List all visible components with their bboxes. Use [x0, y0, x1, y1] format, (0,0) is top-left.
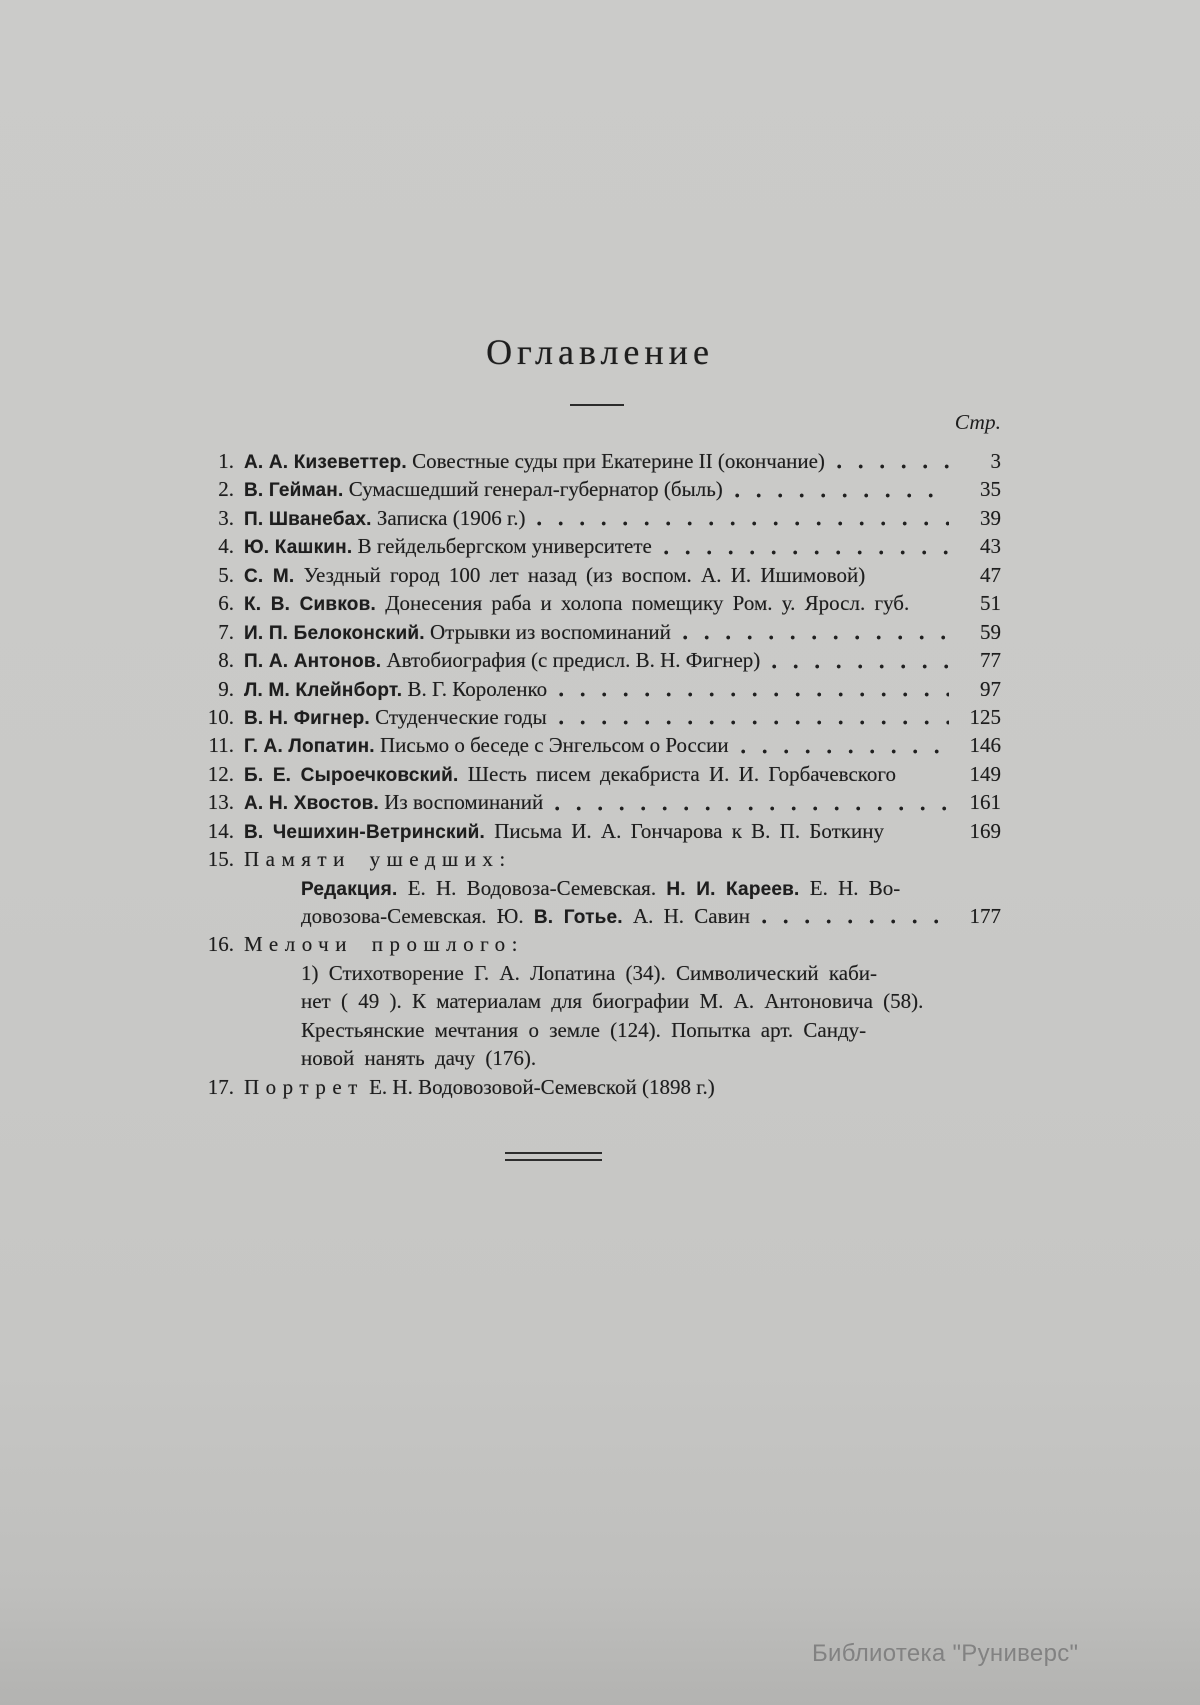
toc-entry-segment: Л. М. Клейнборт. [244, 679, 403, 701]
toc-entry-page: 177 [969, 904, 1001, 928]
toc-entry-segment: П. А. Антонов. [244, 651, 382, 673]
toc-row [200, 703, 1001, 731]
toc-entry-page: 161 [969, 790, 1001, 815]
toc-entry-segment: Редакция. [301, 878, 398, 900]
toc-entry-text [244, 475, 723, 505]
toc-entry-segment: 1) Стихотворение Г. А. Лопатина (34). Символический каби- [301, 960, 878, 985]
toc-row [200, 1073, 1001, 1101]
toc-entry-text [301, 959, 877, 987]
toc-row [200, 987, 1001, 1015]
toc-entry-page: 149 [969, 761, 1001, 786]
toc-entry-text [244, 788, 543, 818]
toc-row [200, 874, 1001, 902]
toc-entry-segment: Отрывки из воспоминаний [424, 619, 671, 644]
toc-entry-segment: нет ( 49 ). К материалам для биографии М. А. Антоновича (58). [301, 989, 924, 1014]
toc-entry-text [244, 760, 896, 790]
toc-entry-segment: К. В. Сивков. [244, 594, 376, 616]
toc-entry-text [301, 902, 750, 932]
toc-entry-page: 169 [969, 818, 1001, 843]
dot-leader [772, 663, 949, 670]
toc-entry-segment: Б. Е. Сыроечковский. [244, 764, 459, 786]
toc-entry-page: 125 [969, 704, 1001, 729]
section-end-rule [505, 1152, 602, 1161]
toc-row [200, 731, 1001, 759]
toc-entry-page: 59 [980, 619, 1001, 644]
toc-entry-segment: А. А. Кизеветтер. [244, 452, 407, 473]
toc-entry-segment: В. Г. Короленко [402, 676, 548, 701]
toc-entry-text [244, 930, 524, 958]
toc-entry-segment: В. Чешихин-Ветринский. [244, 821, 485, 843]
toc-entry-page: 3 [990, 449, 1001, 473]
dot-leader [537, 520, 949, 527]
toc-row [200, 902, 1001, 930]
toc-entry-number: 5. [218, 562, 234, 587]
toc-entry-number: 12. [207, 761, 234, 786]
dot-leader [559, 691, 949, 698]
toc-row [200, 618, 1001, 646]
toc-entry-text [244, 817, 884, 847]
toc-entry-segment: Мелочи прошлого: [244, 932, 525, 957]
toc-entry-page: 146 [969, 733, 1001, 758]
dot-leader [683, 634, 949, 641]
toc-entry-number: 11. [208, 733, 234, 758]
toc-entry-text [244, 589, 909, 619]
toc-entry-text [244, 504, 525, 534]
toc-entry-text [244, 561, 865, 591]
dot-leader [837, 463, 949, 470]
toc-entry-number: 8. [218, 648, 234, 673]
toc-entry-number: 14. [207, 818, 234, 843]
toc-entry-page: 35 [980, 477, 1001, 502]
dot-leader [559, 719, 949, 726]
toc-row [200, 447, 1001, 475]
toc-entry-text [244, 731, 729, 761]
toc-entry-text [301, 1044, 536, 1072]
toc-entry-number: 3. [218, 505, 234, 530]
toc-entry-page: 51 [980, 591, 1001, 616]
toc-entry-text [244, 703, 547, 733]
toc-entry-segment: Ю. Кашкин. [244, 537, 353, 559]
toc-row [200, 475, 1001, 503]
toc-entry-number: 4. [218, 534, 234, 559]
toc-row [200, 675, 1001, 703]
toc-row [200, 760, 1001, 788]
toc-entry-number: 10. [207, 704, 234, 729]
toc-entry-text [301, 874, 900, 904]
toc-entry-segment: В. Н. Фигнер. [244, 707, 370, 729]
toc-row [200, 1016, 1001, 1044]
toc-entry-segment: Донесения раба и холопа помещику Ром. у. Яросл. губ. [375, 591, 910, 616]
toc-entry-segment: А. Н. Хвостов. [244, 793, 380, 815]
toc-entry-number: 16. [207, 932, 234, 957]
toc-entry-segment: Студенческие годы [369, 704, 547, 729]
toc-entry-segment: Е. Н. Водовоза-Семевская. [397, 875, 667, 900]
toc-entry-segment: Е. Н. Водовозовой-Семевской (1898 г.) [363, 1074, 715, 1099]
toc-entry-page: 77 [980, 648, 1001, 673]
page-title: Оглавление [486, 332, 714, 372]
toc-entry-text [244, 618, 671, 648]
toc-entry-text [244, 646, 760, 676]
dot-leader [735, 492, 949, 499]
toc-row [200, 589, 1001, 617]
toc-entry-page: 47 [980, 562, 1001, 587]
toc-entry-number: 6. [218, 591, 234, 616]
toc-entry-segment: Портрет [244, 1074, 364, 1099]
toc-entry-segment: Г. А. Лопатин. [244, 736, 375, 758]
toc-entry-page: 39 [980, 505, 1001, 530]
toc-entry-segment: Сумасшедший генерал-губернатор (быль) [343, 477, 723, 502]
dot-leader [762, 918, 949, 925]
toc-entry-segment: А. Н. Савин [622, 904, 751, 928]
toc-entry-segment: С. М. [244, 565, 295, 587]
toc-entry-text [244, 532, 652, 562]
toc-entry-segment: довозова-Семевская. Ю. [301, 904, 534, 928]
dot-leader [741, 748, 949, 755]
title-rule [570, 404, 624, 406]
toc-entry-segment: И. П. Белоконский. [244, 622, 425, 644]
toc-row [200, 646, 1001, 674]
toc-entry-segment: Е. Н. Во- [799, 875, 901, 900]
toc-entry-number: 9. [218, 676, 234, 701]
dot-leader [555, 805, 949, 812]
toc-entry-segment: Письма И. А. Гончарова к В. П. Боткину [484, 818, 884, 843]
toc-row [200, 788, 1001, 816]
toc-entry-text [244, 447, 825, 477]
toc-entry-segment: новой нанять дачу (176). [301, 1046, 537, 1071]
toc-entry-page: 43 [980, 534, 1001, 559]
toc-entry-text [301, 1016, 866, 1044]
toc-row [200, 930, 1001, 958]
page-column-header: Стр. [954, 410, 1001, 434]
toc-entry-segment: Н. И. Кареев. [666, 878, 800, 900]
toc-entry-page: 97 [980, 676, 1001, 701]
toc-entry-text [244, 845, 512, 873]
toc-entry-number: 1. [218, 449, 234, 473]
toc-entry-number: 17. [207, 1074, 234, 1099]
toc-entry-number: 15. [207, 847, 234, 872]
toc-entry-number: 7. [218, 619, 234, 644]
toc-row [200, 504, 1001, 532]
toc-entry-segment: Крестьянские мечтания о земле (124). Попытка арт. Санду- [301, 1017, 867, 1042]
toc-row [200, 1044, 1001, 1072]
toc-row [200, 561, 1001, 589]
toc-row [200, 959, 1001, 987]
toc-row [200, 817, 1001, 845]
toc-row [200, 845, 1001, 873]
toc-row [200, 532, 1001, 560]
dot-leader [664, 549, 949, 556]
toc-entry-segment: П. Шванебах. [244, 508, 372, 530]
toc-entry-segment: В гейдельбергском университете [352, 534, 652, 559]
toc-entry-text [301, 987, 923, 1015]
toc-entry-segment: Записка (1906 г.) [371, 505, 526, 530]
toc-entry-segment: В. Готье. [533, 907, 623, 928]
toc-entry-segment: Уездный город 100 лет назад (из воспом. А. И. Ишимовой) [294, 562, 866, 587]
watermark: Библиотека "Руниверс" [812, 1640, 1079, 1667]
toc-entry-number: 2. [218, 477, 234, 502]
toc-entry-segment: Автобиография (с предисл. В. Н. Фигнер) [381, 648, 761, 673]
toc-entry-text [244, 1073, 715, 1101]
toc-entry-segment: Шесть писем декабриста И. И. Горбачевского [458, 761, 897, 786]
toc-entry-text [244, 675, 547, 705]
toc-entry-number: 13. [207, 790, 234, 815]
toc-entry-segment: Письмо о беседе с Энгельсом о России [374, 733, 729, 758]
toc-entry-segment: Памяти ушедших: [244, 847, 512, 872]
toc-list [200, 447, 1001, 1101]
toc-entry-segment: В. Гейман. [244, 480, 344, 502]
toc-entry-segment: Из воспоминаний [379, 790, 544, 815]
toc-entry-segment: Совестные суды при Екатерине II (окончание) [406, 449, 825, 473]
